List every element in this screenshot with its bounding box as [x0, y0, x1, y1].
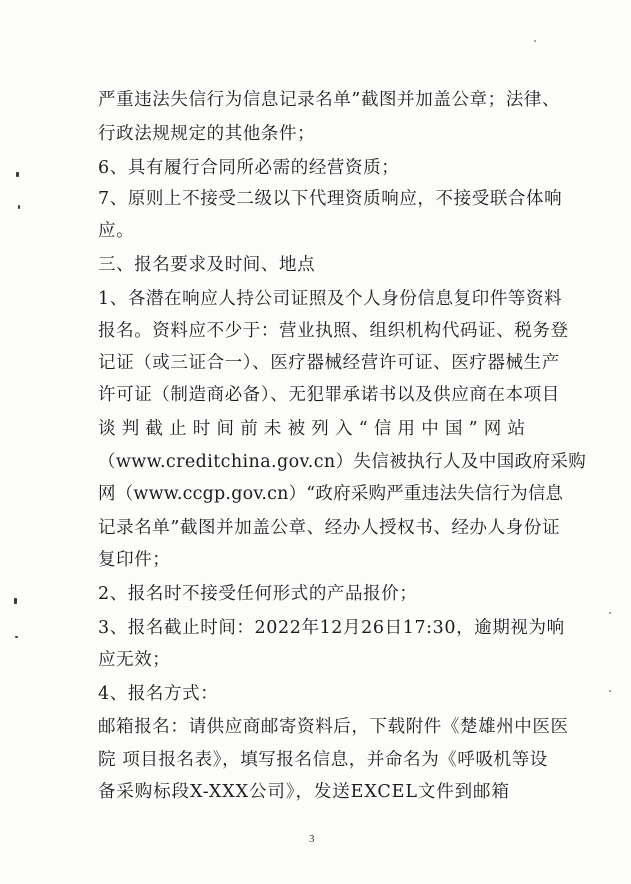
scan-speck — [609, 690, 611, 692]
text-line: 记证（或三证合一）、医疗器械经营许可证、医疗器械生产 — [98, 353, 560, 373]
text-line: 2、报名时不接受任何形式的产品报价； — [98, 584, 418, 604]
text-line: 4、报名方式： — [98, 684, 219, 704]
text-line: 7、原则上不接受二级以下代理资质响应，不接受联合体响 — [98, 189, 563, 209]
scan-speck — [534, 40, 536, 42]
text-line: 院 项目报名表》，填写报名信息，并命名为《呼吸机等设 — [98, 750, 548, 770]
scan-speck — [16, 172, 19, 177]
text-line: 邮箱报名：请供应商邮寄资料后，下载附件《楚雄州中医医 — [98, 717, 569, 737]
text-line: 记录名单”截图并加盖公章、经办人授权书、经办人身份证 — [98, 518, 561, 538]
section-heading: 三、报名要求及时间、地点 — [98, 255, 316, 275]
text-line: 网（www.ccgp.gov.cn）“政府采购严重违法失信行为信息 — [98, 484, 564, 504]
text-line: 复印件； — [98, 550, 171, 570]
text-line: 备采购标段X-XXX公司》，发送EXCEL文件到邮箱 — [98, 782, 510, 802]
text-line: 应。 — [98, 221, 135, 241]
text-line: 行政法规规定的其他条件； — [98, 124, 316, 144]
text-line: 严重违法失信行为信息记录名单”截图并加盖公章；法律、 — [98, 90, 561, 110]
text-line: 1、各潜在响应人持公司证照及个人身份信息复印件等资料 — [98, 289, 563, 309]
scan-speck — [609, 612, 611, 614]
text-line: 6、具有履行合同所必需的经营资质； — [98, 158, 400, 178]
text-line: 应无效； — [98, 650, 171, 670]
text-line: 3、报名截止时间：2022年12月26日17:30，逾期视为响 — [98, 618, 565, 638]
page-number: 3 — [309, 833, 315, 845]
text-line: （www.creditchina.gov.cn）失信被执行人及中国政府采购 — [98, 452, 587, 472]
text-line: 谈判截止时间前未被列入“信用中国”网站 — [98, 419, 532, 439]
scan-speck — [18, 205, 20, 209]
text-line: 报名。资料应不少于：营业执照、组织机构代码证、税务登 — [98, 321, 569, 341]
scan-speck — [15, 636, 18, 638]
scan-speck — [14, 598, 17, 604]
text-line: 许可证（制造商必备）、无犯罪承诺书以及供应商在本项目 — [98, 385, 560, 405]
